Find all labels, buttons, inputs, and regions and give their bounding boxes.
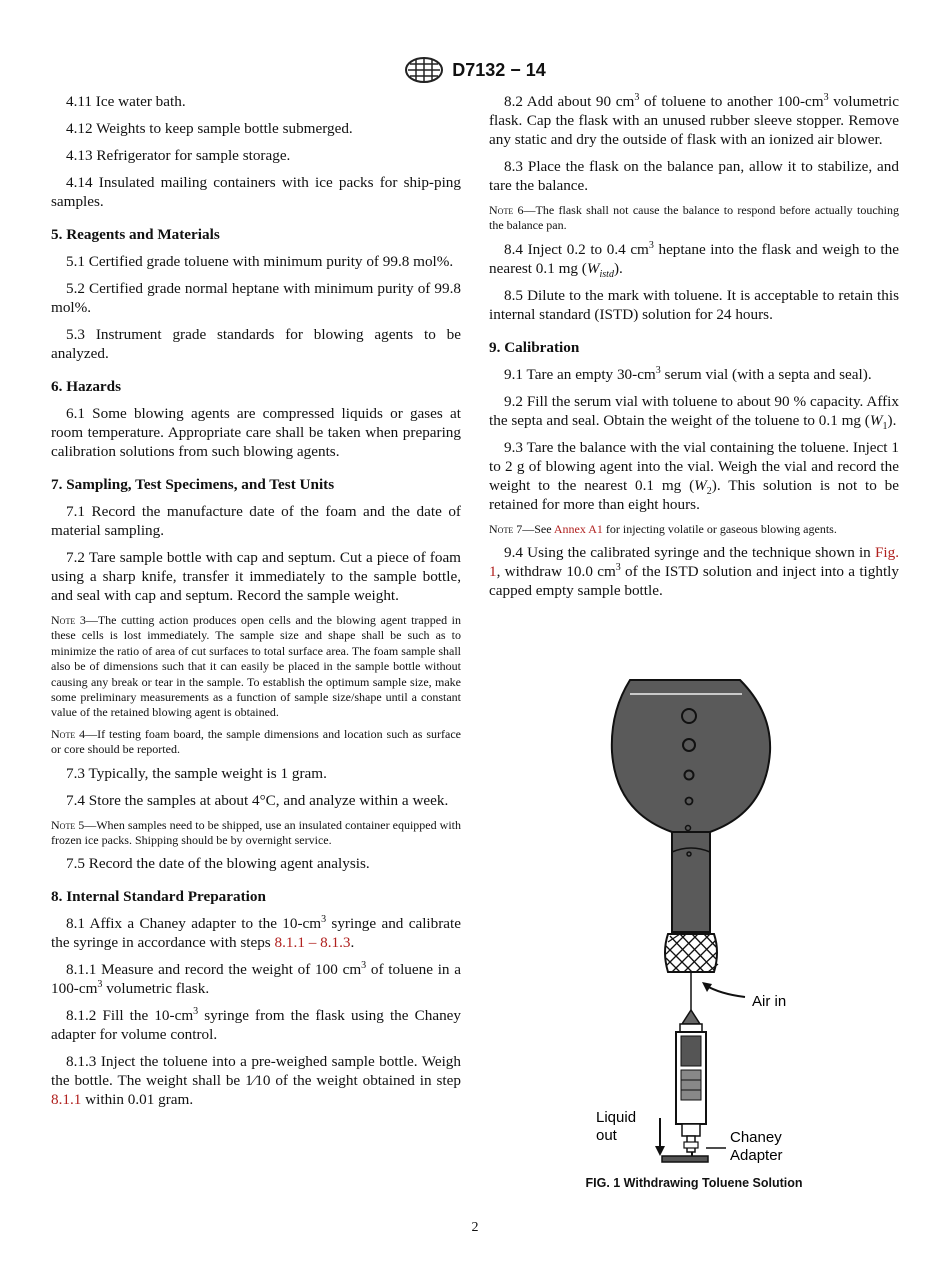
text: . <box>350 934 355 952</box>
note-5-text: —When samples need to be shipped, use an insulated container equipped with frozen ice packs. Shipping should be by overnight service. <box>51 817 461 848</box>
paragraph-8-2 <box>489 92 899 149</box>
paragraph-8-1-1 <box>51 960 461 998</box>
figure-1-illustration <box>560 672 860 1172</box>
text: within 0.01 gram. <box>81 1091 194 1109</box>
text: 8.2 Add about 90 cm <box>504 93 635 110</box>
text: volumetric flask. <box>102 980 210 998</box>
note-6-label: Note 6 <box>489 203 524 217</box>
section-9-heading: 9. Calibration <box>489 338 580 356</box>
text: 8.1.1 Measure and record the weight of 100 cm <box>66 961 362 979</box>
label-air-in: Air in <box>752 993 787 1010</box>
paragraph-7-4: 7.4 Store the samples at about 4°C, and analyze within a week. <box>66 791 449 809</box>
note-5-label: Note 5 <box>51 817 85 832</box>
text: ). This solution is not to be retained for more than eight hours. <box>489 476 899 513</box>
paragraph-9-4 <box>489 543 899 600</box>
text: 8.1.2 Fill the 10-cm <box>66 1007 194 1025</box>
text: 8.4 Inject 0.2 to 0.4 cm <box>504 240 649 258</box>
paragraph-4-14: 4.14 Insulated mailing containers with ice packs for ship-ping samples. <box>51 174 461 210</box>
paragraph-5-3: 5.3 Instrument grade standards for blowing agents to be analyzed. <box>51 326 461 362</box>
text: of the ISTD solution and inject into a tightly capped empty sample bottle. <box>489 563 899 600</box>
text: ). <box>887 411 897 429</box>
paragraph-7-2: 7.2 Tare sample bottle with cap and septum. Cut a piece of foam using a sharp knife, transfer it immediately to the sample bottle, and seal with cap and septum. Record the sample weight. <box>51 549 461 604</box>
paragraph-8-1-3 <box>51 1052 461 1109</box>
superscript: 3 <box>97 979 103 991</box>
text: for injecting volatile or gaseous blowing agents. <box>602 521 837 536</box>
variable: W <box>586 259 600 277</box>
text: syringe and calibrate the syringe in accordance with steps <box>51 915 461 952</box>
superscript: 3 <box>615 562 621 574</box>
text: serum vial (with a septa and seal). <box>660 365 872 383</box>
text: 9.4 Using the calibrated syringe and the technique shown in <box>504 544 875 562</box>
step-link[interactable]: 8.1.1 <box>51 1091 82 1109</box>
paragraph-4-11: 4.11 Ice water bath. <box>66 93 186 110</box>
paragraph-5-2: 5.2 Certified grade normal heptane with minimum purity of 99.8 mol%. <box>51 280 461 316</box>
syringe-plunger-base <box>662 1156 708 1162</box>
paragraph-4-12: 4.12 Weights to keep sample bottle submerged. <box>66 120 353 137</box>
note-6 <box>489 203 899 234</box>
superscript: 3 <box>193 1006 199 1018</box>
paragraph-8-1 <box>51 914 461 952</box>
superscript: 3 <box>648 239 654 251</box>
page-header <box>0 56 950 84</box>
paragraph-4-13: 4.13 Refrigerator for sample storage. <box>66 147 291 164</box>
paragraph-7-5: 7.5 Record the date of the blowing agent analysis. <box>66 855 370 873</box>
text: —See <box>522 521 554 536</box>
paragraph-8-1-2 <box>51 1006 461 1044</box>
label-liquid-out-line2: out <box>596 1127 617 1144</box>
rubber-stopper <box>665 934 718 972</box>
left-column <box>51 92 461 1117</box>
figure-caption: FIG. 1 Withdrawing Toluene Solution <box>585 1176 803 1190</box>
section-8-heading: 8. Internal Standard Preparation <box>51 888 266 906</box>
section-7-heading: 7. Sampling, Test Specimens, and Test Units <box>51 476 335 493</box>
variable: W <box>869 411 883 429</box>
note-3-label: Note 3 <box>51 613 86 627</box>
annex-link[interactable]: Annex A1 <box>553 521 603 536</box>
paragraph-9-1 <box>489 365 899 384</box>
document-code: D7132 − 14 <box>452 59 546 80</box>
note-6-text: —The flask shall not cause the balance to respond before actually touching the balance pan. <box>489 203 900 233</box>
label-chaney-line2: Adapter <box>730 1147 783 1164</box>
figure-link[interactable]: Fig. 1 <box>489 544 899 581</box>
paragraph-7-1: 7.1 Record the manufacture date of the foam and the date of material sampling. <box>51 503 461 539</box>
paragraph-8-3: 8.3 Place the flask on the balance pan, allow it to stabilize, and tare the balance. <box>489 158 899 194</box>
label-liquid-out-line1: Liquid <box>596 1109 637 1126</box>
text: 8.1.3 Inject the toluene into a pre-weighed sample bottle. Weigh the bottle. The weight shall be <box>51 1053 461 1090</box>
fraction: 1⁄10 <box>245 1072 271 1090</box>
text: of the weight obtained in step <box>270 1072 461 1090</box>
paragraph-9-3 <box>489 438 899 514</box>
text: 9.3 Tare the balance with the vial containing the toluene. Inject 1 to 2 g of blowing agent into the vial. Weigh the vial and record the weight to the nearest 0.1 mg ( <box>489 438 899 494</box>
variable: W <box>694 476 707 494</box>
paragraph-6-1: 6.1 Some blowing agents are compressed liquids or gases at room temperature. Appropriate care shall be taken when preparing calibration solutions from such blowing agents. <box>51 405 461 460</box>
subscript: 2 <box>706 485 712 497</box>
superscript: 3 <box>361 960 367 972</box>
right-column <box>489 92 899 608</box>
text: ). <box>613 259 623 277</box>
flask-neck <box>672 832 710 932</box>
note-3-text: —The cutting action produces open cells and the blowing agent trapped in these cells is lost immediately. The sample size and shape shall be such as to minimize the ratio of area of cut surfaces to total surface area. The foam sample shall also be of dimensions such that it can easily be placed in the sample bottle without causing any break or tear in the sample. To establish the optimum sample size, make some preliminary measurements as a function of sample size/shape until a constant value of the retained blowing agent is obtained. <box>51 613 462 720</box>
paragraph-9-2 <box>489 392 899 430</box>
section-6-heading: 6. Hazards <box>51 378 122 395</box>
paragraph-5-1: 5.1 Certified grade toluene with minimum purity of 99.8 mol%. <box>66 253 454 270</box>
superscript: 3 <box>823 91 829 103</box>
text: of toluene in a 100-cm <box>51 961 461 998</box>
note-5 <box>51 818 461 849</box>
label-chaney-line1: Chaney <box>730 1129 782 1146</box>
text: 9.2 Fill the serum vial with toluene to about 90 % capacity. Affix the septa and seal. Obtain the weight of the toluene to 0.1 mg ( <box>489 392 899 429</box>
note-4-label: Note 4 <box>51 726 86 741</box>
text: of toluene to another 100-cm <box>639 93 824 110</box>
subscript: 1 <box>882 420 888 432</box>
superscript: 3 <box>655 364 661 376</box>
text: syringe from the flask using the Chaney adapter for volume control. <box>51 1007 461 1044</box>
astm-logo-icon <box>404 56 444 84</box>
paragraph-8-4 <box>489 240 899 278</box>
paragraph-8-5: 8.5 Dilute to the mark with toluene. It is acceptable to retain this internal standard (ISTD) solution for 24 hours. <box>489 286 899 323</box>
note-4-text: —If testing foam board, the sample dimensions and location such as surface or core should be reported. <box>51 726 461 757</box>
text: 9.1 Tare an empty 30-cm <box>504 365 656 383</box>
note-7-label: Note 7 <box>489 521 523 536</box>
superscript: 3 <box>321 914 327 926</box>
text: , withdraw 10.0 cm <box>496 563 616 581</box>
note-4 <box>51 727 461 758</box>
note-7 <box>489 522 899 537</box>
text: volumetric flask. Cap the flask with an unused rubber sleeve stopper. Remove any static and dry the outside of flask with an ionized air blower. <box>489 93 899 148</box>
text: 8.1 Affix a Chaney adapter to the 10-cm <box>66 915 322 933</box>
superscript: 3 <box>634 91 640 103</box>
page-number: 2 <box>471 1220 479 1235</box>
text: heptane into the flask and weigh to the nearest 0.1 mg ( <box>489 240 899 277</box>
subscript: istd <box>599 268 614 280</box>
steps-link[interactable]: 8.1.1 – 8.1.3 <box>274 934 351 952</box>
note-3 <box>51 613 461 721</box>
section-5-heading: 5. Reagents and Materials <box>51 226 220 243</box>
paragraph-7-3: 7.3 Typically, the sample weight is 1 gram. <box>66 764 327 782</box>
